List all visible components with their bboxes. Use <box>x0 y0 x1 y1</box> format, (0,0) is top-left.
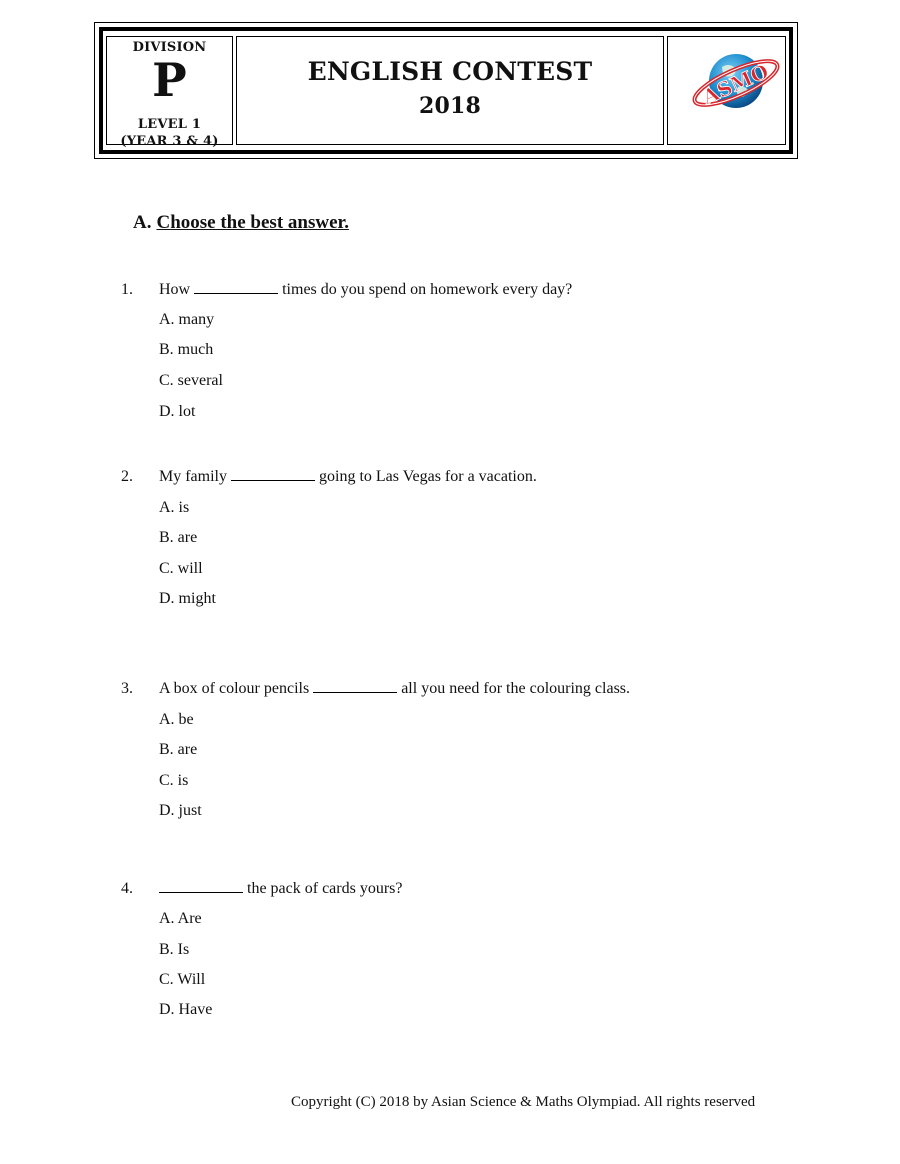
answer-option: A. be <box>159 711 194 728</box>
division-box <box>106 36 233 149</box>
question-number: 2. <box>121 468 133 485</box>
year-label: (YEAR 3 & 4) <box>120 134 219 149</box>
answer-option: D. Have <box>159 1001 213 1018</box>
answer-option: C. Will <box>159 971 206 988</box>
answer-blank <box>159 880 243 893</box>
logo-box <box>667 36 786 145</box>
answer-blank <box>194 281 278 294</box>
question-text-before: A box of colour pencils <box>159 680 310 697</box>
answer-option: D. lot <box>159 403 196 420</box>
level-label: LEVEL 1 <box>137 117 202 132</box>
answer-blank <box>231 468 315 481</box>
answer-option: C. is <box>159 772 189 789</box>
copyright-notice: Copyright (C) 2018 by Asian Science & Maths Olympiad. All rights reserved <box>291 1094 756 1110</box>
contest-year: 2018 <box>418 93 482 119</box>
answer-option: D. just <box>159 802 202 819</box>
answer-option: B. Is <box>159 941 190 958</box>
question-text <box>159 281 572 299</box>
section-marker: A. <box>133 212 152 233</box>
answer-option: C. will <box>159 560 203 577</box>
question-text-after: all you need for the colouring class. <box>401 680 631 697</box>
title-box <box>236 36 664 145</box>
question-text-after: going to Las Vegas for a vacation. <box>319 468 537 485</box>
answer-option: A. many <box>159 311 215 328</box>
question-text-before: My family <box>159 468 227 485</box>
answer-option: B. are <box>159 741 198 758</box>
contest-title: ENGLISH CONTEST <box>307 57 593 86</box>
answer-option: D. might <box>159 590 216 607</box>
question-text <box>159 680 630 698</box>
answer-option: C. several <box>159 372 223 389</box>
question-number: 4. <box>121 880 133 897</box>
contest-header <box>94 22 798 159</box>
section-title: Choose the best answer. <box>156 212 349 233</box>
answer-option: B. are <box>159 529 198 546</box>
question-number: 1. <box>121 281 133 298</box>
question-text-after: times do you spend on homework every day? <box>282 281 573 298</box>
division-letter: P <box>152 53 187 107</box>
answer-option: A. Are <box>159 910 202 927</box>
question-text <box>159 880 403 898</box>
logo-text: ASMO <box>698 58 773 110</box>
division-label: DIVISION <box>132 40 207 55</box>
answer-blank <box>313 680 397 693</box>
question-number: 3. <box>121 680 133 697</box>
question-text-after: the pack of cards yours? <box>247 880 403 897</box>
section-heading <box>133 212 349 234</box>
question-text <box>159 468 537 486</box>
asmo-logo <box>688 41 784 125</box>
contest-header-frame <box>99 27 793 154</box>
question-text-before: How <box>159 281 191 298</box>
answer-option: B. much <box>159 341 214 358</box>
answer-option: A. is <box>159 499 190 516</box>
